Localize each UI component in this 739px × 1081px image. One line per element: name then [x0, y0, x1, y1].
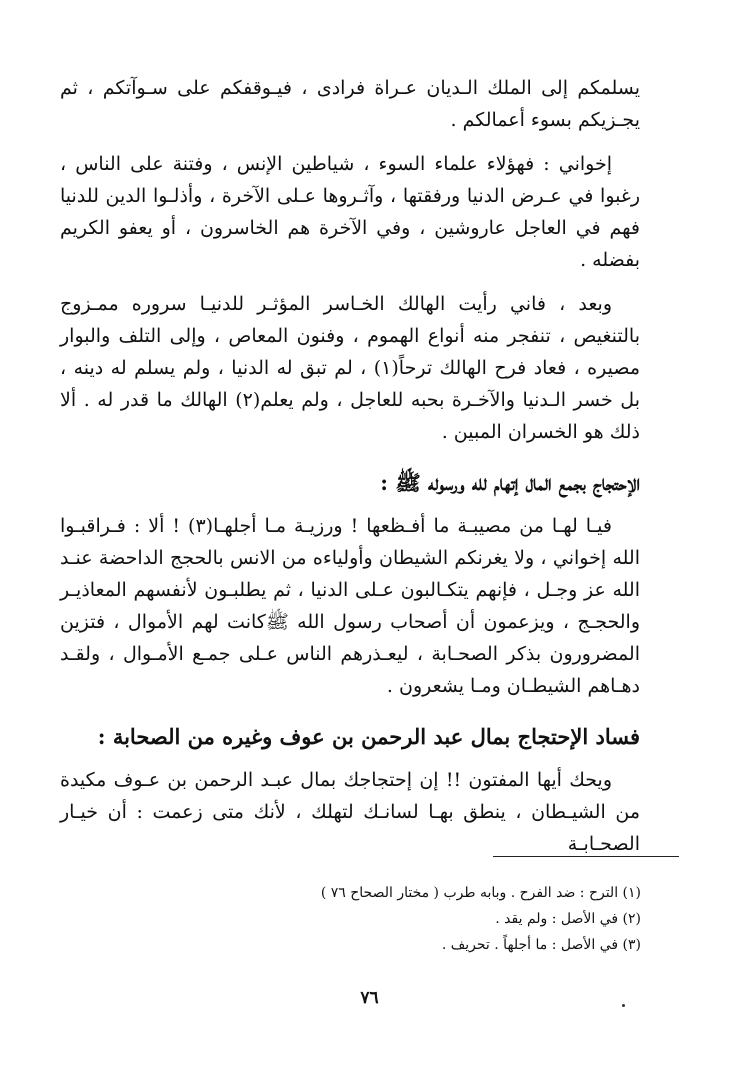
body-paragraph-2: إخواني : فهؤلاء علماء السوء ، شياطين الإنس ، وفتنة على الناس ، رغبوا في عـرض الدنيا ورفقتها ، وآثـروها عـلى الآخرة ، وأذلـوا الدين للدنيا فهم في العاجل عاروشين ، وفي الآخرة هم الخاسرون ، أو يعفو الكريم بفضله . — [60, 153, 640, 271]
body-paragraph-3: وبعد ، فاني رأيت الهالك الخـاسر المؤثـر للدنيـا سروره ممـزوج بالتنغيص ، تنفجر منه أنواع الهموم ، وفنون المعاص ، وإلى التلف والبوار مصيره ، فعاد فرح الهالك ترحاً(١) ، لم تبق له الدنيا ، ولم يسلم له دينه ، بل خسر الـدنيا والآخـرة بحبه للعاجل ، ولم يعلم(٢) الهالك ما قدر له . ألا ذلك هو الخسران المبين . — [60, 293, 640, 443]
section1-paragraph: فيـا لهـا من مصيبـة ما أفـظعها ! ورزيـة مـا أجلهـا(٣) ! ألا : فـراقبـوا الله إخواني ، ولا يغرنكم الشيطان وأولياءه من الانس بالحجج الداحضة عنـد الله عز وجـل ، فإنهم يتكـالبون عـلى الدنيا ، ثم يطلبـون لأنفسهم المعاذيـر والحجـج ، ويزعمون أن أصحاب رسول الله ﷺكانت لهم الأموال ، فتزين المضرورون بذكر الصحـابة ، ليعـذرهم الناس عـلى جمـع الأمـوال ، ولقـد دهـاهم الشيطـان ومـا يشعرون . — [60, 515, 640, 697]
footnotes — [141, 880, 641, 958]
page-body — [60, 72, 640, 872]
footnote-2: (٢) في الأصل : ولم يقد . — [495, 911, 641, 927]
page-number: ٧٦ — [360, 988, 379, 1008]
section2-paragraph: ويحك أيها المفتون !! إن إحتجاجك بمال عبـد الرحمن بن عـوف مكيدة من الشيـطان ، ينطق بهـا لسانـك لتهلك ، لأنك متى زعمت : أن خيـار الصحـابـة — [60, 769, 640, 855]
footnote-3: (٣) في الأصل : ما أجلهاً . تحريف . — [441, 937, 641, 953]
footnote-divider — [493, 856, 679, 857]
print-mark — [622, 1004, 625, 1007]
section-heading-abdulrahman-argument: فساد الإحتجاج بمال عبد الرحمن بن عوف وغيره من الصحابة : — [97, 724, 640, 749]
section-heading-wealth-argument: الإحتجاج بجمع المال إتهام لله ورسوله ﷺ : — [380, 470, 640, 495]
body-paragraph-1: يسلمكم إلى الملك الـديان عـراة فرادى ، فيـوقفكم على سـوآتكم ، ثم يجـزيكم بسوء أعمالكم . — [60, 77, 640, 131]
footnote-1: (١) الترح : ضد الفرح . وبابه طرب ( مختار الصحاح ٧٦ ) — [320, 885, 641, 901]
